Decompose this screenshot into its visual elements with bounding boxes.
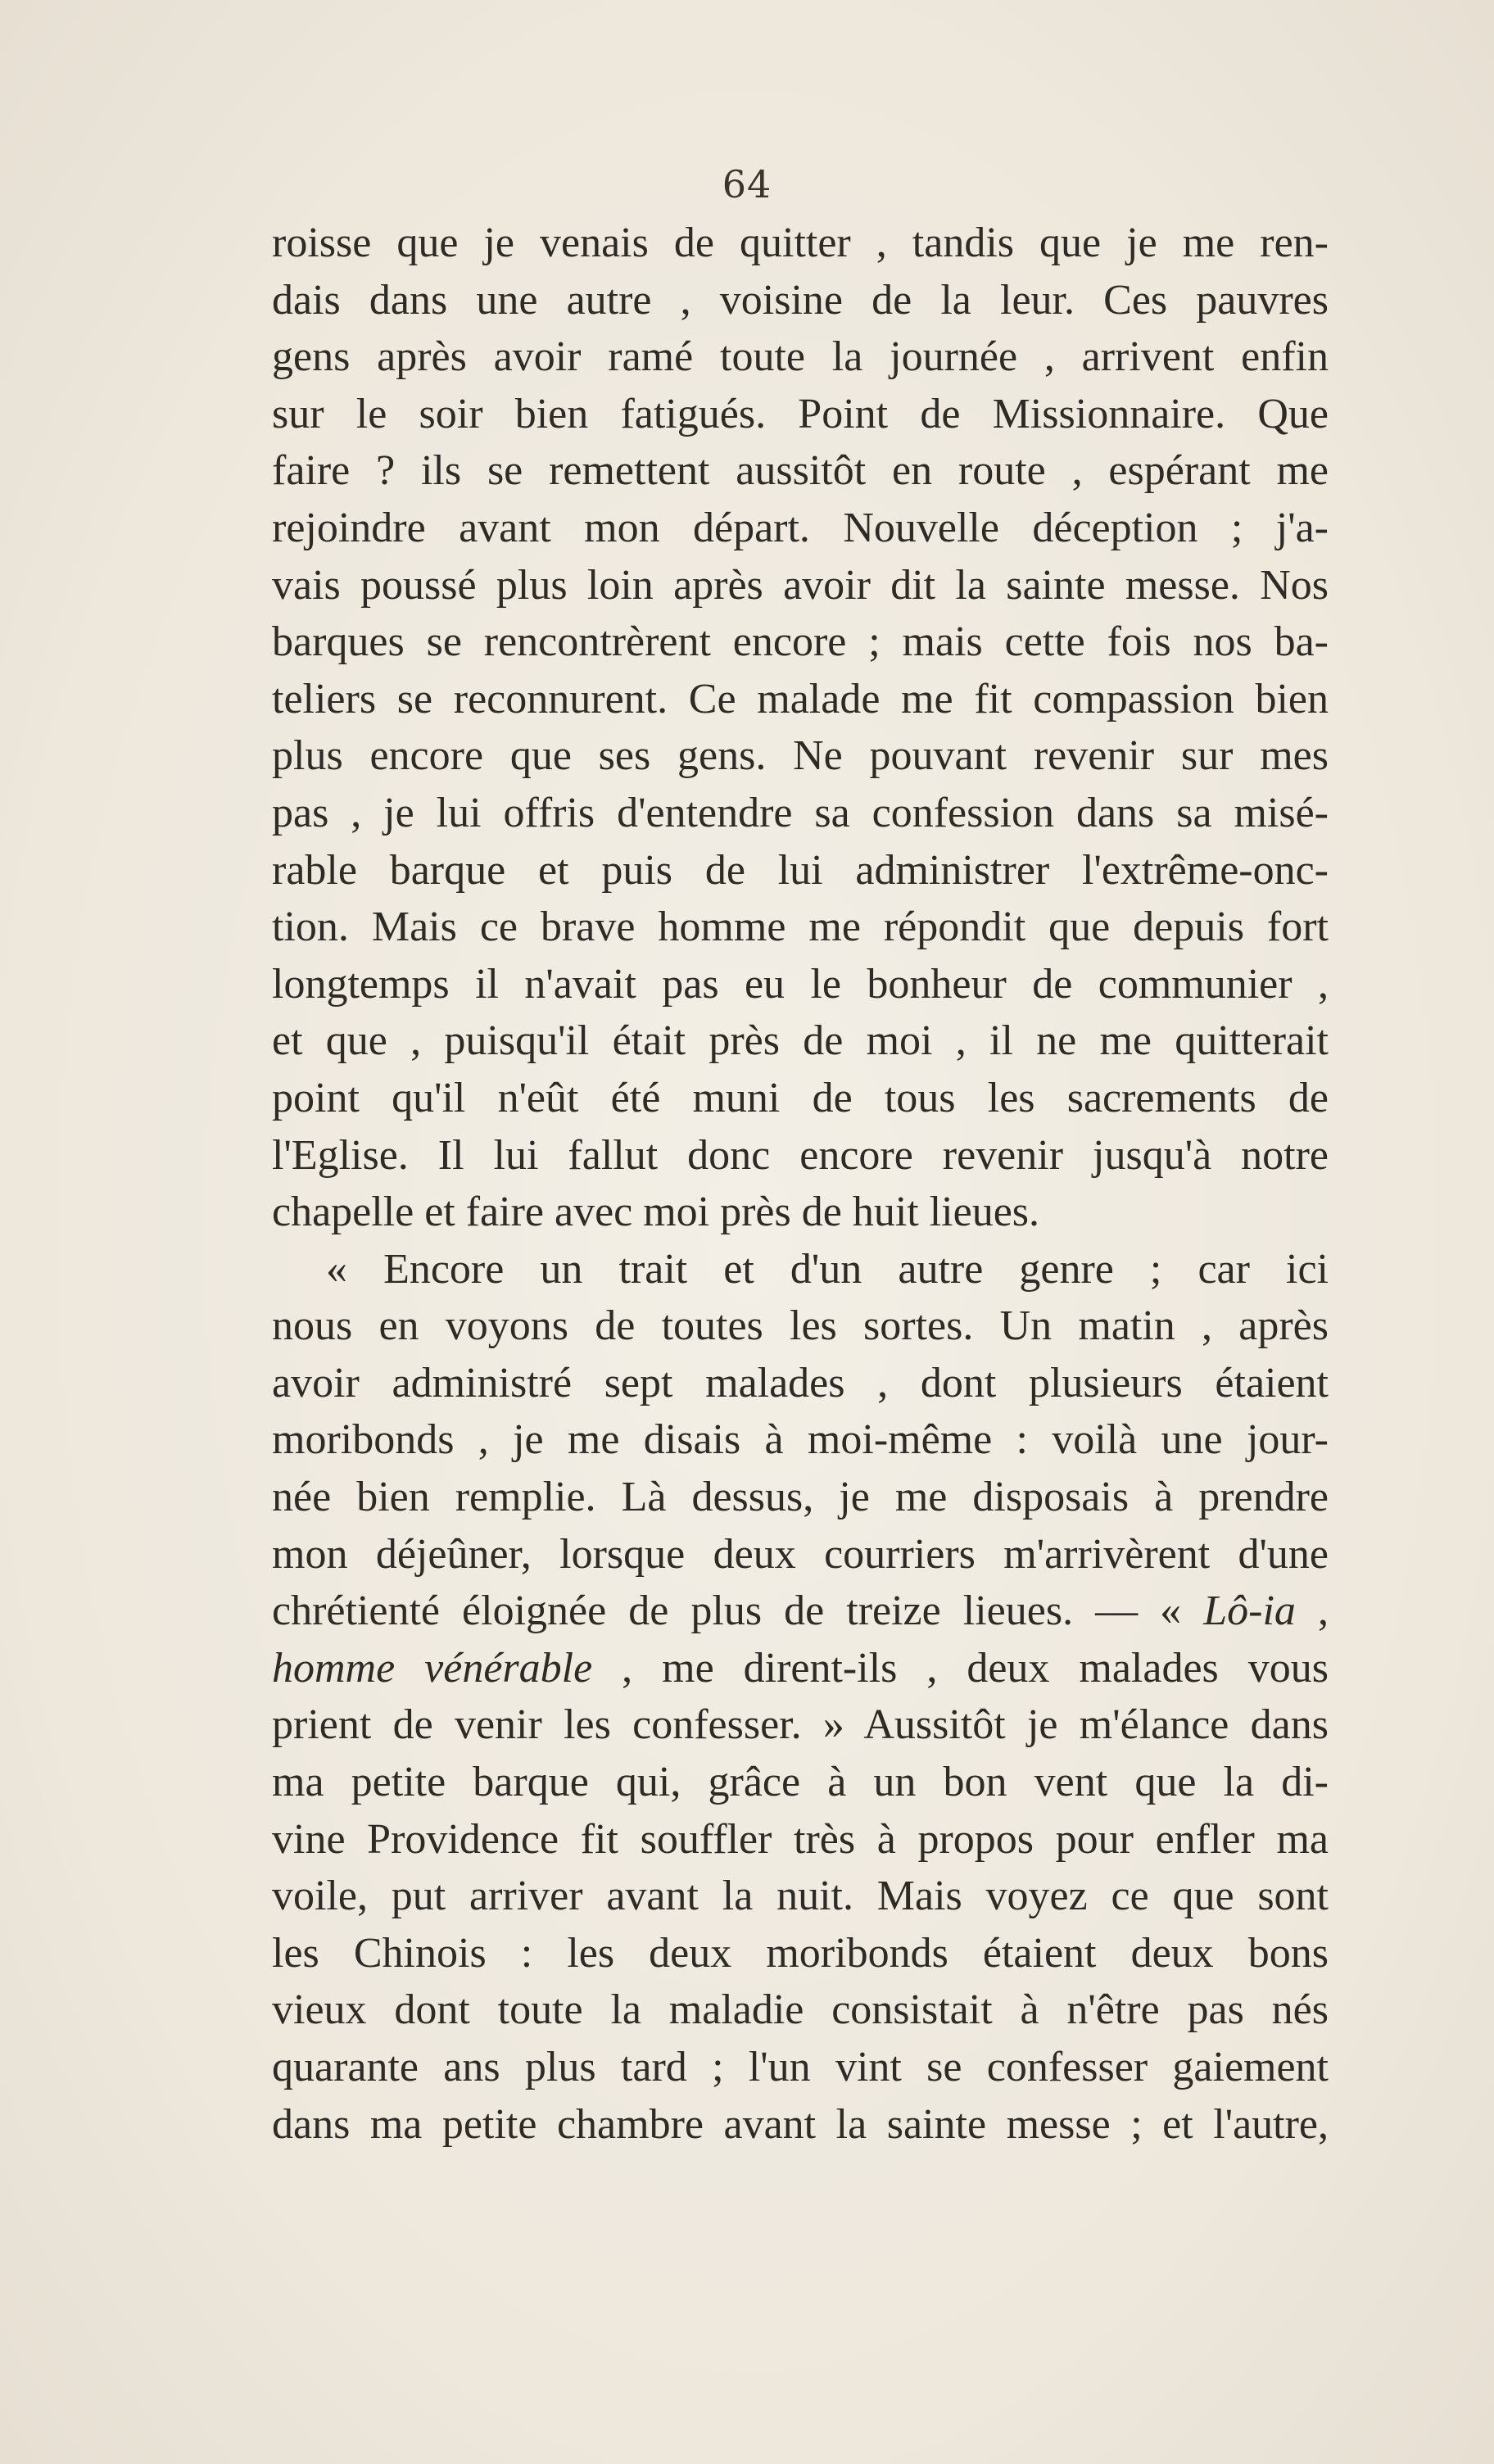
- text-line: prient de venir les confesser. » Aussitôt je m'élance dans: [272, 1701, 1329, 1749]
- text-line: faire ? ils se remettent aussitôt en route , espérant me: [272, 447, 1329, 495]
- text-line: quarante ans plus tard ; l'un vint se confesser gaiement: [272, 2044, 1329, 2090]
- text-line: pas , je lui offris d'entendre sa confession dans sa misé-: [272, 789, 1329, 836]
- text-line: longtemps il n'avait pas eu le bonheur de communier ,: [272, 960, 1329, 1008]
- text-line: vine Providence fit souffler très à propos pour enfler ma: [272, 1815, 1329, 1863]
- text-line: dais dans une autre , voisine de la leur. Ces pauvres: [272, 276, 1329, 324]
- text-line: barques se rencontrèrent encore ; mais cette fois nos ba-: [272, 618, 1329, 666]
- text-line: les Chinois : les deux moribonds étaient deux bons: [272, 1929, 1329, 1977]
- text-line: « Encore un trait et d'un autre genre ; car ici: [326, 1245, 1329, 1293]
- text-line: l'Eglise. Il lui fallut donc encore revenir jusqu'à notre: [272, 1131, 1329, 1179]
- text-line: vieux dont toute la maladie consistait à n'être pas nés: [272, 1986, 1329, 2034]
- page-text: [272, 215, 1329, 2153]
- text-segment: , me dirent-ils , deux malades vous: [592, 1644, 1329, 1692]
- italic-term: Lô-ia: [1203, 1588, 1296, 1635]
- text-segment: chrétienté éloignée de plus de treize lieues. — «: [272, 1588, 1204, 1635]
- text-line: nous en voyons de toutes les sortes. Un matin , après: [272, 1302, 1329, 1350]
- text-line: moribonds , je me disais à moi-même : voilà une jour-: [272, 1416, 1329, 1464]
- text-line: rejoindre avant mon départ. Nouvelle déception ; j'a-: [272, 504, 1329, 551]
- text-line: rable barque et puis de lui administrer l'extrême-onc-: [272, 846, 1329, 894]
- text-line: dans ma petite chambre avant la sainte messe ; et l'autre,: [272, 2100, 1329, 2148]
- text-line: vais poussé plus loin après avoir dit la sainte messe. Nos: [272, 561, 1329, 609]
- text-line: roisse que je venais de quitter , tandis que je me ren-: [272, 220, 1329, 266]
- text-line: ma petite barque qui, grâce à un bon vent que la di-: [272, 1759, 1329, 1806]
- text-line: mon déjeûner, lorsque deux courriers m'arrivèrent d'une: [272, 1530, 1329, 1578]
- text-line: [272, 1640, 1329, 1697]
- text-line: tion. Mais ce brave homme me répondit que depuis fort: [272, 904, 1329, 951]
- text-line: plus encore que ses gens. Ne pouvant revenir sur mes: [272, 732, 1329, 780]
- text-line: sur le soir bien fatigués. Point de Missionnaire. Que: [272, 390, 1329, 437]
- text-segment: ,: [1295, 1588, 1329, 1635]
- text-line: [272, 1583, 1329, 1640]
- italic-term: homme vénérable: [272, 1644, 593, 1692]
- text-line: point qu'il n'eût été muni de tous les sacrements de: [272, 1074, 1329, 1121]
- text-line: et que , puisqu'il était près de moi , il ne me quitterait: [272, 1017, 1329, 1065]
- text-line: chapelle et faire avec moi près de huit lieues.: [272, 1189, 1040, 1236]
- text-line: voile, put arriver avant la nuit. Mais voyez ce que sont: [272, 1873, 1329, 1920]
- page-number: 64: [722, 162, 772, 206]
- text-line: teliers se reconnurent. Ce malade me fit compassion bien: [272, 675, 1329, 722]
- text-line: gens après avoir ramé toute la journée , arrivent enfin: [272, 333, 1329, 381]
- text-line: née bien remplie. Là dessus, je me disposais à prendre: [272, 1474, 1329, 1521]
- text-line: avoir administré sept malades , dont plusieurs étaient: [272, 1359, 1329, 1406]
